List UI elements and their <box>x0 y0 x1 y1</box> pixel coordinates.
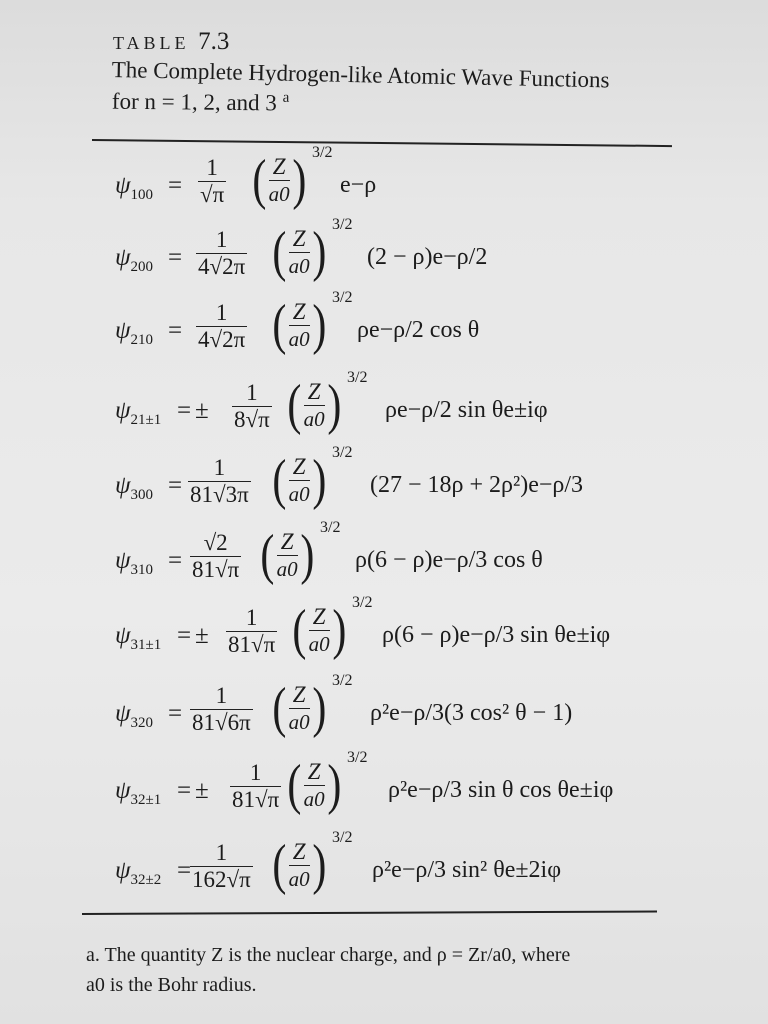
table-label <box>113 28 229 56</box>
paren-denominator: a0 <box>288 253 310 278</box>
exponent: 3/2 <box>332 444 353 461</box>
equation-row <box>0 369 768 455</box>
top-rule <box>92 139 672 147</box>
prefactor-denominator: 81√π <box>228 632 276 657</box>
paren-numerator: Z <box>307 758 321 784</box>
paren-denominator: a0 <box>288 326 310 351</box>
prefactor-numerator: 1 <box>215 227 228 252</box>
prefactor-denominator: 4√2π <box>198 254 246 279</box>
radial-angular-expression: (2 − ρ)e−ρ/2 <box>367 244 488 270</box>
paren-numerator: Z <box>292 225 306 251</box>
prefactor-fraction <box>190 530 241 583</box>
equation-row <box>0 289 768 375</box>
equals-sign: = <box>168 547 183 574</box>
prefactor-numerator: 1 <box>213 455 226 480</box>
paren-numerator: Z <box>292 838 306 864</box>
equals-sign: = <box>177 857 192 884</box>
radial-angular-expression: ρ(6 − ρ)e−ρ/3 sin θe±iφ <box>382 622 611 648</box>
equation-row <box>0 216 768 302</box>
radial-angular-expression: ρ²e−ρ/3 sin² θe±2iφ <box>372 857 562 883</box>
prefactor-numerator: 1 <box>215 300 228 325</box>
wavefunction-symbol: $\psi_{210}$ <box>115 317 154 348</box>
paren-numerator: Z <box>312 603 326 629</box>
prefactor-fraction <box>198 155 226 208</box>
prefactor-fraction <box>188 455 251 508</box>
prefactor-fraction <box>196 300 247 353</box>
prefactor-fraction <box>190 683 253 736</box>
exponent: 3/2 <box>332 289 353 306</box>
paren-denominator: a0 <box>288 709 310 734</box>
equation-row <box>0 829 768 915</box>
z-over-a0-term: ( $\frac{Z}{a0}$ ) <box>292 599 346 661</box>
equals-sign: = <box>177 397 192 424</box>
paren-numerator: Z <box>292 298 306 324</box>
z-over-a0-term: ( $\frac{Z}{a0}$ ) <box>272 294 326 356</box>
prefactor-fraction <box>196 227 247 280</box>
wavefunction-symbol: $\psi_{31\pm 1}$ <box>115 622 162 653</box>
exponent: 3/2 <box>332 672 353 689</box>
radial-angular-expression: ρe−ρ/2 sin θe±iφ <box>385 397 548 423</box>
radial-angular-expression: (27 − 18ρ + 2ρ²)e−ρ/3 <box>370 472 584 498</box>
paren-numerator: Z <box>292 681 306 707</box>
z-over-a0-term: ( $\frac{Z}{a0}$ ) <box>287 754 341 816</box>
paren-denominator: a0 <box>308 631 330 656</box>
exponent: 3/2 <box>347 369 368 386</box>
radial-angular-expression: ρ(6 − ρ)e−ρ/3 cos θ <box>355 547 543 573</box>
paren-denominator: a0 <box>276 556 298 581</box>
prefactor-numerator: √2 <box>203 530 228 555</box>
prefactor-fraction <box>190 840 253 893</box>
plus-minus-sign: ± <box>195 622 209 649</box>
z-over-a0-term: ( $\frac{Z}{a0}$ ) <box>260 524 314 586</box>
wavefunction-symbol: $\psi_{300}$ <box>115 472 154 503</box>
exponent: 3/2 <box>320 519 341 536</box>
radial-angular-expression: e−ρ <box>340 172 377 198</box>
equation-row <box>0 594 768 680</box>
equation-row <box>0 144 768 230</box>
plus-minus-sign: ± <box>195 397 209 424</box>
prefactor-fraction <box>230 760 281 813</box>
radial-angular-expression: ρ²e−ρ/3(3 cos² θ − 1) <box>370 700 573 726</box>
z-over-a0-term: ( $\frac{Z}{a0}$ ) <box>252 149 306 211</box>
paren-numerator: Z <box>292 453 306 479</box>
wavefunction-symbol: $\psi_{310}$ <box>115 547 154 578</box>
prefactor-numerator: 1 <box>245 605 258 630</box>
exponent: 3/2 <box>352 594 373 611</box>
prefactor-denominator: 81√π <box>192 557 240 582</box>
z-over-a0-term: ( $\frac{Z}{a0}$ ) <box>272 221 326 283</box>
equation-row <box>0 444 768 530</box>
prefactor-denominator: √π <box>200 182 225 207</box>
table-subtitle-text: for n = 1, 2, and 3 <box>111 88 277 116</box>
prefactor-fraction <box>226 605 277 658</box>
paren-denominator: a0 <box>288 481 310 506</box>
prefactor-denominator: 81√3π <box>190 482 249 507</box>
table-subtitle <box>112 88 290 117</box>
equals-sign: = <box>177 622 192 649</box>
table-number: 7.3 <box>198 28 230 55</box>
equals-sign: = <box>177 777 192 804</box>
equation-row <box>0 672 768 758</box>
z-over-a0-term: ( $\frac{Z}{a0}$ ) <box>287 374 341 436</box>
equals-sign: = <box>168 317 183 344</box>
prefactor-numerator: 1 <box>215 683 228 708</box>
radial-angular-expression: ρ²e−ρ/3 sin θ cos θe±iφ <box>388 777 614 803</box>
equals-sign: = <box>168 700 183 727</box>
z-over-a0-term: ( $\frac{Z}{a0}$ ) <box>272 677 326 739</box>
equals-sign: = <box>168 172 183 199</box>
prefactor-denominator: 4√2π <box>198 327 246 352</box>
footnote-line-2: a0 is the Bohr radius. <box>86 974 257 996</box>
wavefunction-symbol: $\psi_{100}$ <box>115 172 154 203</box>
prefactor-numerator: 1 <box>249 760 262 785</box>
wavefunction-symbol: $\psi_{320}$ <box>115 700 154 731</box>
table-title: The Complete Hydrogen-like Atomic Wave Functions <box>111 57 610 93</box>
wavefunction-symbol: $\psi_{32\pm 1}$ <box>115 777 162 808</box>
prefactor-denominator: 81√π <box>232 787 280 812</box>
exponent: 3/2 <box>347 749 368 766</box>
wavefunction-symbol: $\psi_{21\pm 1}$ <box>115 397 162 428</box>
prefactor-denominator: 162√π <box>192 867 251 892</box>
wavefunction-symbol: $\psi_{200}$ <box>115 244 154 275</box>
prefactor-numerator: 1 <box>206 155 218 180</box>
z-over-a0-term: ( $\frac{Z}{a0}$ ) <box>272 834 326 896</box>
paren-denominator: a0 <box>303 786 325 811</box>
prefactor-denominator: 81√6π <box>192 710 251 735</box>
paren-denominator: a0 <box>303 406 325 431</box>
footnote-line-1: a. The quantity Z is the nuclear charge, and ρ = Zr/a0, where <box>86 944 571 966</box>
paren-numerator: Z <box>272 153 286 179</box>
paren-denominator: a0 <box>268 181 290 206</box>
exponent: 3/2 <box>332 829 353 846</box>
footnote-marker: a <box>282 89 290 106</box>
equation-row <box>0 519 768 605</box>
radial-angular-expression: ρe−ρ/2 cos θ <box>357 317 480 343</box>
equation-row <box>0 749 768 835</box>
prefactor-numerator: 1 <box>246 380 258 405</box>
prefactor-denominator: 8√π <box>234 407 270 432</box>
prefactor-numerator: 1 <box>215 840 228 865</box>
equals-sign: = <box>168 472 183 499</box>
equals-sign: = <box>168 244 183 271</box>
plus-minus-sign: ± <box>195 777 209 804</box>
paren-numerator: Z <box>280 528 294 554</box>
prefactor-fraction <box>232 380 272 433</box>
paren-numerator: Z <box>307 378 321 404</box>
footnote <box>86 940 706 1000</box>
wavefunction-symbol: $\psi_{32\pm 2}$ <box>115 857 162 888</box>
z-over-a0-term: ( $\frac{Z}{a0}$ ) <box>272 449 326 511</box>
table-label-text: TABLE <box>113 33 190 53</box>
exponent: 3/2 <box>332 216 353 233</box>
exponent: 3/2 <box>312 144 333 161</box>
paren-denominator: a0 <box>288 866 310 891</box>
